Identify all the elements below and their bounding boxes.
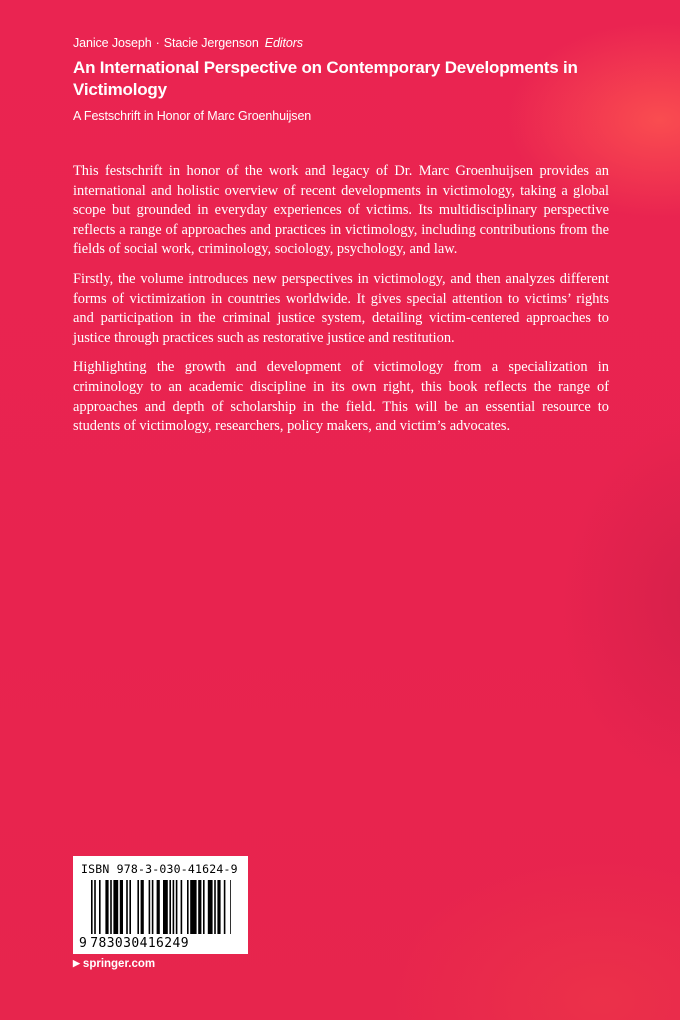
publisher-url: springer.com [82, 958, 156, 970]
blurb-paragraph: Highlighting the growth and development of victimology from a specialization in criminology to an academic discipline in its own right, this book reflects the range of approaches and depth of scholarship in the field. This will be an essential resource to students of victimology, researchers, policy makers, and victim’s advocates. [73, 359, 609, 435]
blurb [73, 162, 609, 447]
isbn-barcode [73, 856, 248, 954]
blurb-paragraph: Firstly, the volume introduces new perspectives in victimology, and then analyzes different forms of victimization in countries worldwide. It gives special attention to victims’ rights and participation in the criminal justice system, detailing victim-centered approaches to justice through practices such as restorative justice and restitution. [73, 270, 609, 346]
barcode-first-digit: 9 [79, 936, 88, 951]
book-title: An International Perspective on Contemporary Developments in Victimology [73, 58, 578, 99]
editor-name: Janice Joseph [73, 36, 152, 50]
isbn-label: ISBN 978-3-030-41624-9 [81, 862, 238, 876]
book-subtitle: A Festschrift in Honor of Marc Groenhuijsen [73, 109, 312, 123]
barcode-digits [79, 936, 189, 951]
triangle-right-icon: ▶ [73, 958, 80, 968]
editors-role: Editors [264, 36, 303, 50]
editors-line [73, 36, 303, 50]
barcode-number: 783030416249 [90, 936, 189, 951]
blurb-paragraph: This festschrift in honor of the work and legacy of Dr. Marc Groenhuijsen provides an international and holistic overview of recent developments in victimology, taking a global scope but grounded in everyday experiences of victims. Its multidisciplinary perspective reflects a range of approaches and practices in victimology, including contributions from the fields of social work, criminology, sociology, psychology, and law. [73, 163, 609, 258]
publisher-link[interactable] [73, 958, 155, 970]
editor-name: Stacie Jergenson [163, 36, 259, 50]
barcode-bars [91, 880, 231, 938]
editor-separator: · [155, 36, 160, 50]
